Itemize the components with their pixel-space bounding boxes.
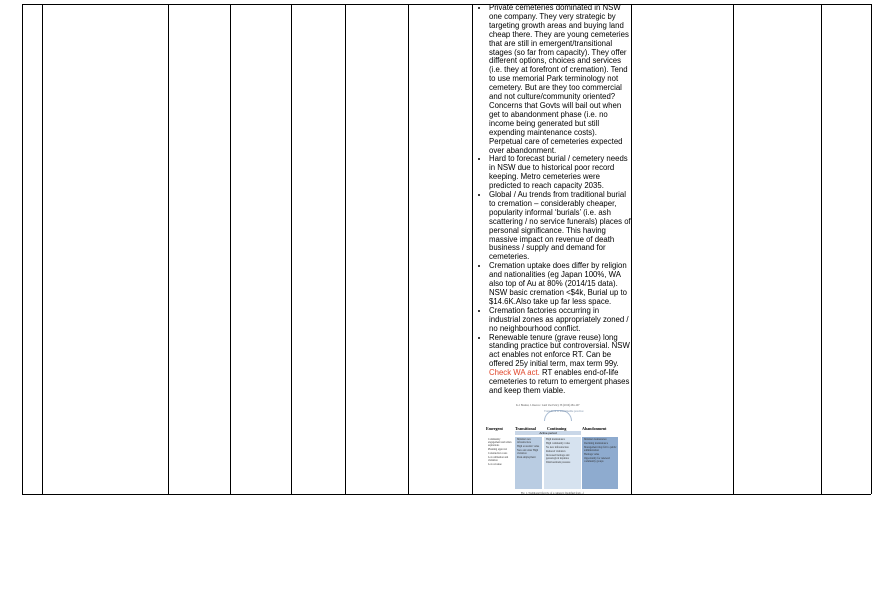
cemetery-lifecycle-figure — [486, 404, 618, 498]
figure-cell: No new infrastructure — [546, 445, 569, 449]
column-divider — [733, 4, 734, 494]
column-divider — [22, 4, 23, 494]
note-item: • Hard to forecast burial / cemetery needs in NSW due to historical poor record keeping. Metro cemeteries were predicted to reach capacity 2035. — [489, 155, 631, 191]
notes-list — [473, 4, 631, 396]
figure-cell: High maintenance — [546, 437, 565, 441]
figure-cell: Minimal new infrastructure — [517, 437, 531, 444]
arc-label: Transition to sustainable practice — [544, 408, 584, 413]
figure-cell: Heritage value — [584, 452, 600, 456]
column-divider — [408, 4, 409, 494]
notes-cell — [473, 3, 631, 495]
figure-column-emergent — [486, 437, 514, 489]
header-continuing: Continuing — [547, 425, 567, 431]
figure-cell: Planning approval — [488, 447, 507, 451]
column-divider — [230, 4, 231, 494]
note-item: • Cremation uptake does differ by religion and nationalities (eg Japan 100%, WA also top of Au at 80% (2014/15 data). NSW basic cremation <$4k, Burial up to $14.6K.Also take up far less space. — [489, 262, 631, 307]
column-divider — [345, 4, 346, 494]
note-item: • Cremation factories occurring in industrial zones as appropriately zoned / no neighbourhood conflict. — [489, 307, 631, 334]
figure-column-transitional — [515, 437, 542, 489]
figure-cell: Increased heritage and genealogical inquiries — [546, 453, 570, 460]
header-transitional: Transitional — [515, 425, 536, 431]
figure-cell: New and older High visitation — [517, 448, 539, 455]
note-text: RT enables end-of-life cemeteries to return to emergent phases and keep them viable. — [489, 368, 630, 395]
figure-cell: Disinvestment pressure — [546, 460, 571, 464]
figure-cell: Community engagement and urban aspirations — [488, 437, 512, 447]
column-divider — [821, 4, 822, 494]
header-emergent: Emergent — [486, 425, 503, 431]
column-divider — [291, 4, 292, 494]
figure-cell: High community value — [546, 441, 570, 445]
note-item: • Global / Au trends from traditional burial to cremation – considerably cheaper, popularity informal ‘burials’ (i.e. ash scattering / no service funerals) places of personal significance. This having massive impact on revenue of death business / supply and demand for cemeteries. — [489, 191, 631, 262]
figure-source: K.J. Basmer, J. Reeves / Land Use Policy 58 (2016) 284–297 — [516, 403, 580, 407]
figure-cell: Low revenue — [488, 462, 502, 466]
column-divider — [42, 4, 43, 494]
note-item: • Private cemeteries dominated in NSW one company. They very strategic by targeting growth areas and buying land cheap there. They are young cemeteries that are still in emergent/transitional stages (so far from capacity). They offer different options, choices and services (i.e. they at forefront of cremation). Tend to use memorial Park terminology not cemetery. But are they too commercial and not culture/community oriented? Concerns that Govts will bail out when get to abandonment phase (i.e. no income being generated but still expending maintenance costs). Perpetual care of cemeteries expected over abandonment. — [489, 4, 631, 155]
header-abandonment: Abandonment — [582, 425, 607, 431]
figure-cell: Minimal maintenance — [584, 437, 607, 441]
figure-cell: Declining maintenance — [584, 441, 608, 445]
column-divider — [871, 4, 872, 494]
active-period-band: Active period — [515, 431, 581, 435]
figure-cell: Construction costs — [488, 451, 508, 455]
figure-column-continuing — [544, 437, 581, 489]
figure-caption: Fig. 1. Traditional lifecycle of a cemetery (modified from ...) — [521, 491, 585, 495]
column-divider — [168, 4, 169, 494]
note-text: Renewable tenure (grave reuse) long standing practice but controversial. NSW act enables not enforce RT. Can be offered 25y initial term, max term 99y. — [489, 332, 630, 369]
highlighted-note-text: Check WA act. — [489, 368, 540, 378]
table-top-border — [22, 4, 871, 5]
figure-cell: Management may fall to public administration — [584, 445, 617, 452]
figure-cell: Peak employment — [517, 455, 536, 459]
note-item — [489, 334, 631, 396]
figure-cell: Opportunity for renewed community groups — [584, 456, 610, 463]
column-divider — [631, 4, 632, 494]
figure-cell: Reduced visitation — [546, 449, 566, 453]
figure-cell: High economic value — [517, 444, 540, 448]
figure-column-abandonment — [582, 437, 618, 489]
figure-cell: Low utilisation and visitation — [488, 455, 509, 462]
